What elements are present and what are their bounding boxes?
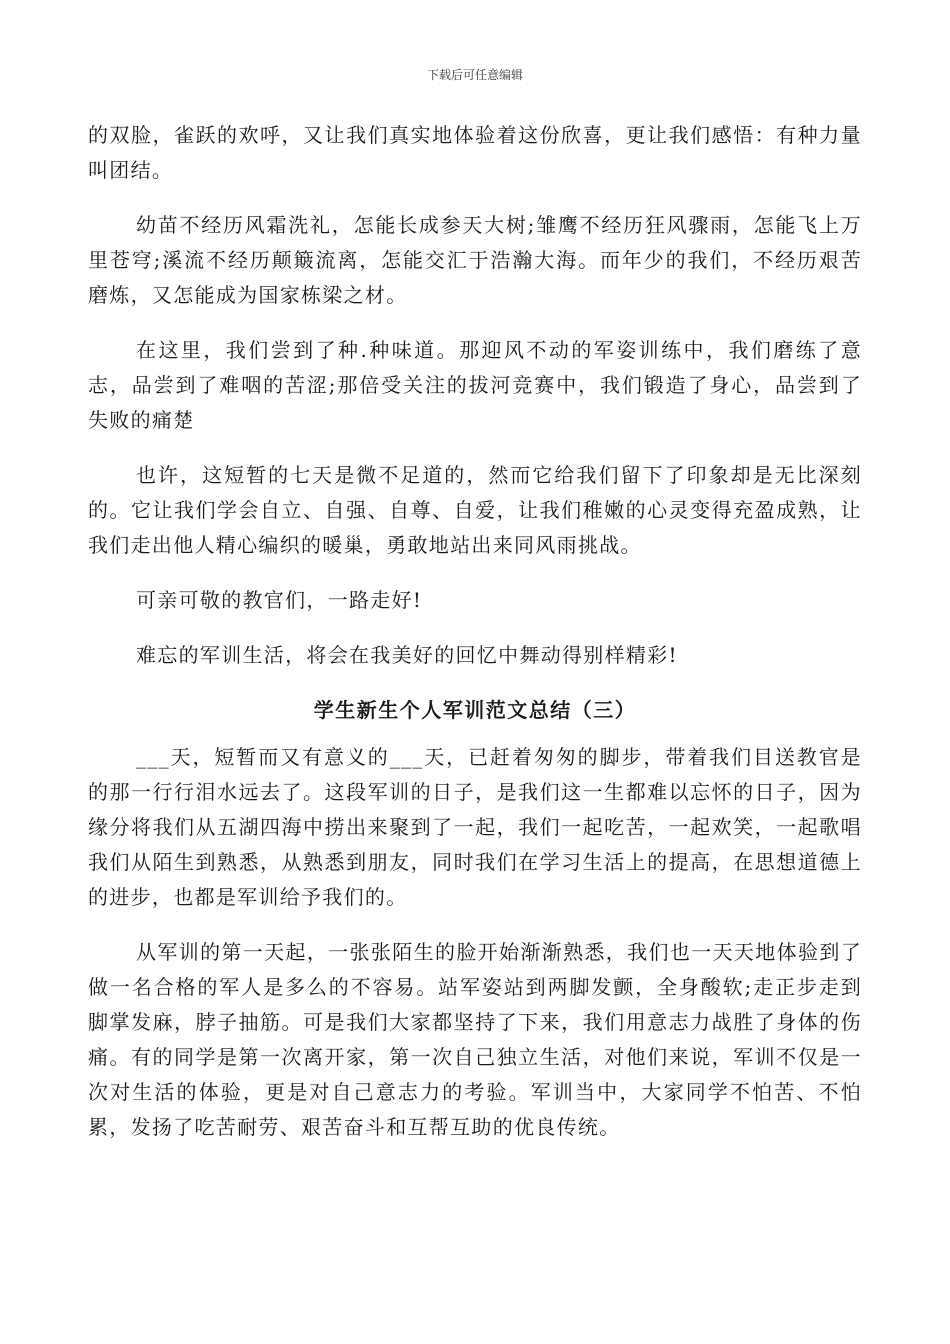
paragraph: 幼苗不经历风霜洗礼，怎能长成参天大树;雏鹰不经历狂风骤雨，怎能飞上万里苍穹;溪流不经历颠簸流离，怎能交汇于浩瀚大海。而年少的我们，不经历艰苦磨炼，又怎能成为国家栋梁之材。	[88, 213, 862, 307]
paragraph: 在这里，我们尝到了种.种味道。那迎风不动的军姿训练中，我们磨练了意志，品尝到了难咽的苦涩;那倍受关注的拔河竞赛中，我们锻造了身心，品尝到了失败的痛楚	[88, 338, 862, 432]
paragraph: 也许，这短暂的七天是微不足道的，然而它给我们留下了印象却是无比深刻的。它让我们学会自立、自强、自尊、自爱，让我们稚嫩的心灵变得充盈成熟，让我们走出他人精心编织的暖巢，勇敢地站出来同风雨挑战。	[88, 463, 862, 557]
paragraph: ___天，短暂而又有意义的___天，已赶着匆匆的脚步，带着我们目送教官是的那一行行泪水远去了。这段军训的日子，是我们这一生都难以忘怀的日子，因为缘分将我们从五湖四海中捞出来聚到了一起，我们一起吃苦，一起欢笑，一起歌唱我们从陌生到熟悉，从熟悉到朋友，同时我们在学习生活上的提高，在思想道德上的进步，也都是军训给予我们的。	[88, 745, 862, 909]
paragraph: 可亲可敬的教官们，一路走好!	[136, 588, 423, 612]
section-title: 学生新生个人军训范文总结（三）	[313, 698, 637, 722]
page-header: 下载后可任意编辑	[426, 68, 523, 82]
paragraph: 难忘的军训生活，将会在我美好的回忆中舞动得别样精彩!	[136, 643, 678, 667]
paragraph: 从军训的第一天起，一张张陌生的脸开始渐渐熟悉，我们也一天天地体验到了做一名合格的军人是多么的不容易。站军姿站到两脚发颤，全身酸软;走正步走到脚掌发麻，脖子抽筋。可是我们大家都坚持了下来，我们用意志力战胜了身体的伤痛。有的同学是第一次离开家，第一次自己独立生活，对他们来说，军训不仅是一次对生活的体验，更是对自己意志力的考验。军训当中，大家同学不怕苦、不怕累，发扬了吃苦耐劳、艰苦奋斗和互帮互助的优良传统。	[88, 940, 862, 1139]
paragraph: 的双脸，雀跃的欢呼，又让我们真实地体验着这份欣喜，更让我们感悟：有种力量叫团结。	[88, 123, 862, 182]
document-body	[88, 118, 862, 1165]
